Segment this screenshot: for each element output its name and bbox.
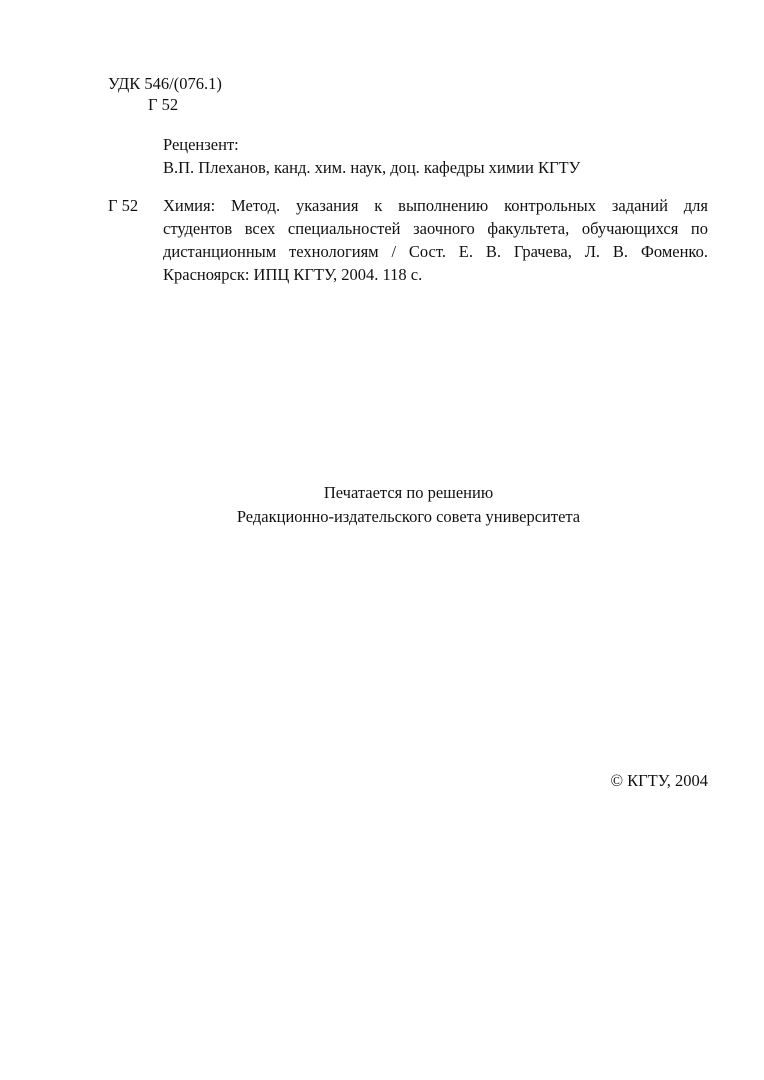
bibliographic-line: Красноярск: ИПЦ КГТУ, 2004. 118 с. (163, 265, 423, 284)
publication-note-line1: Печатается по решению (323, 483, 494, 502)
bibliographic-description (163, 194, 708, 286)
bibliographic-line: Химия: Метод. указания к выполнению контрольных заданий для (163, 196, 708, 215)
publication-note (0, 481, 764, 529)
reviewer-name: В.П. Плеханов, канд. хим. наук, доц. кафедры химии КГТУ (163, 158, 581, 177)
bibliographic-code: Г 52 (108, 196, 139, 215)
copyright-notice: © КГТУ, 2004 (610, 771, 708, 790)
reviewer-heading: Рецензент: (163, 135, 239, 154)
reviewer-block (163, 133, 580, 179)
udk-block (108, 73, 222, 115)
udk-code: УДК 546/(076.1) (108, 74, 222, 93)
publication-note-line2: Редакционно-издательского совета университета (236, 507, 581, 526)
author-sign: Г 52 (148, 95, 179, 114)
bibliographic-line: дистанционным технологиям / Сост. Е. В. Грачева, Л. В. Фоменко. (163, 242, 708, 261)
bibliographic-line: студентов всех специальностей заочного факультета, обучающихся по (163, 219, 708, 238)
